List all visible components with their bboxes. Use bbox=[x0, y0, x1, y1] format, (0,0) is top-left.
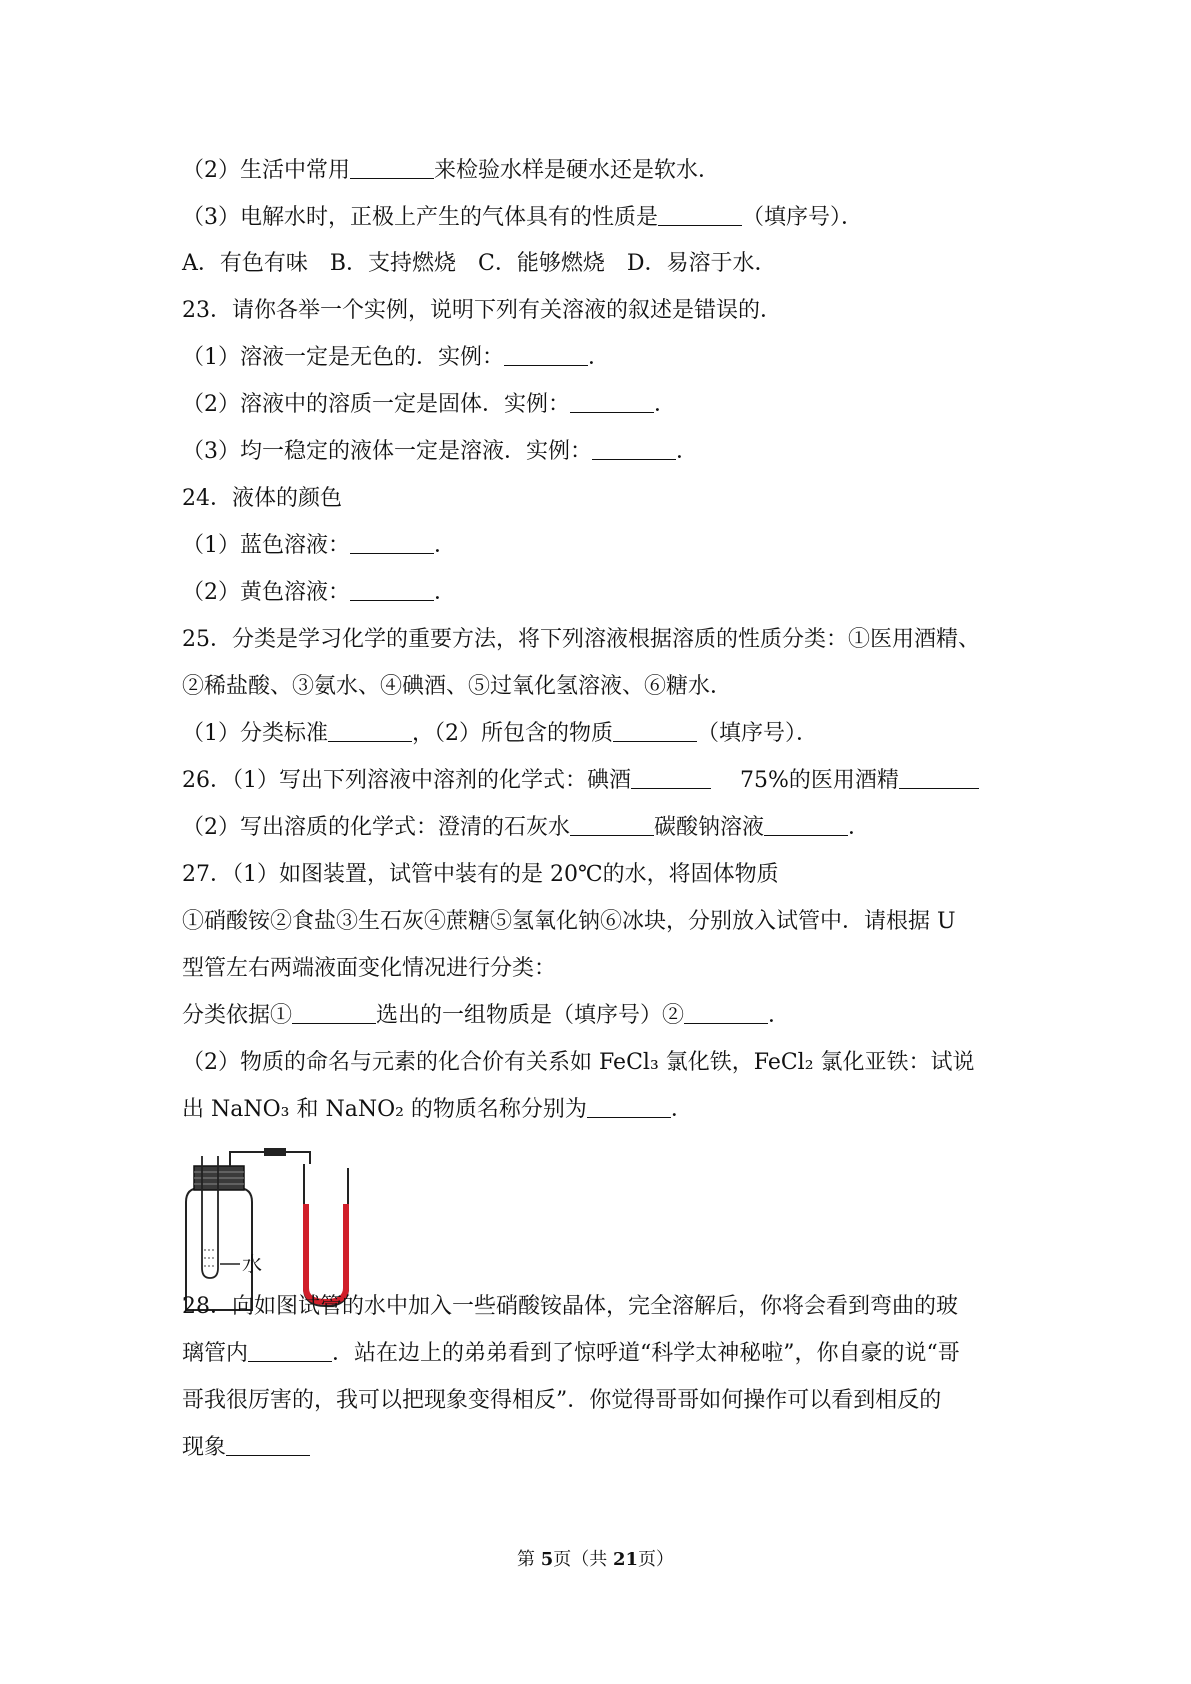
text: 碳酸钠溶液 bbox=[654, 815, 765, 840]
text: 哥我很厉害的，我可以把现象变得相反”．你觉得哥哥如何操作可以看到相反的 bbox=[182, 1388, 942, 1413]
q27-items bbox=[182, 907, 1022, 937]
text: 75%的医用酒精 bbox=[711, 768, 899, 793]
q22-line-2 bbox=[182, 156, 1022, 186]
text: （3）电解水时，正极上产生的气体具有的性质是 bbox=[182, 205, 658, 230]
q25-items bbox=[182, 672, 1022, 702]
text: ． bbox=[654, 392, 677, 417]
q24-2 bbox=[182, 578, 1022, 608]
text: 23．请你各举一个实例，说明下列有关溶液的叙述是错误的． bbox=[182, 298, 782, 323]
text: 选出的一组物质是（填序号）② bbox=[376, 1003, 685, 1028]
text: 现象 bbox=[182, 1435, 227, 1460]
red-liquid bbox=[306, 1204, 346, 1302]
q27-2b bbox=[182, 1095, 1022, 1125]
text: 出 NaNO₃ 和 NaNO₂ 的物质名称分别为 bbox=[182, 1097, 587, 1122]
q23-title bbox=[182, 296, 1022, 326]
answer-blank[interactable] bbox=[658, 205, 742, 226]
q23-2 bbox=[182, 390, 1022, 420]
q28-4 bbox=[182, 1433, 1022, 1463]
text: ，（2）所包含的物质 bbox=[412, 721, 613, 746]
u-tube bbox=[304, 1164, 348, 1306]
text: ． bbox=[434, 533, 457, 558]
q24-1 bbox=[182, 531, 1022, 561]
q27-1 bbox=[182, 1001, 1022, 1031]
text: ． bbox=[848, 815, 871, 840]
page-number: 5 bbox=[540, 1549, 554, 1570]
answer-blank[interactable] bbox=[350, 533, 434, 554]
q24-title bbox=[182, 484, 1022, 514]
answer-blank[interactable] bbox=[504, 345, 588, 366]
q26-1 bbox=[182, 766, 1022, 796]
text: （填序号）． bbox=[742, 205, 864, 230]
text: 璃管内 bbox=[182, 1341, 249, 1366]
page-footer bbox=[0, 1548, 1191, 1572]
answer-blank[interactable] bbox=[587, 1097, 671, 1118]
answer-blank[interactable] bbox=[570, 815, 654, 836]
text: 分类依据① bbox=[182, 1003, 293, 1028]
answer-blank[interactable] bbox=[592, 439, 676, 460]
text: ． bbox=[588, 345, 611, 370]
text: （1）蓝色溶液： bbox=[182, 533, 350, 558]
q23-1 bbox=[182, 343, 1022, 373]
answer-blank[interactable] bbox=[613, 721, 697, 742]
q25-title bbox=[182, 625, 1022, 655]
text: ． bbox=[670, 1097, 693, 1122]
q28-3 bbox=[182, 1386, 1022, 1416]
answer-blank[interactable] bbox=[899, 768, 979, 789]
answer-blank[interactable] bbox=[631, 768, 711, 789]
answer-blank[interactable] bbox=[350, 580, 434, 601]
text: （2）黄色溶液： bbox=[182, 580, 350, 605]
text: 26．（1）写出下列溶液中溶剂的化学式：碘酒 bbox=[182, 768, 631, 793]
text: （3）均一稳定的液体一定是溶液．实例： bbox=[182, 439, 592, 464]
answer-blank[interactable] bbox=[350, 158, 434, 179]
answer-blank[interactable] bbox=[684, 1003, 768, 1024]
text: ． bbox=[768, 1003, 791, 1028]
text: 型管左右两端液面变化情况进行分类： bbox=[182, 956, 557, 981]
q27-2 bbox=[182, 1048, 1022, 1078]
q23-3 bbox=[182, 437, 1022, 467]
footer-text: 第 bbox=[516, 1549, 541, 1570]
q28-title bbox=[182, 1292, 1022, 1322]
text: ． bbox=[434, 580, 457, 605]
text: （2）物质的命名与元素的化合价有关系如 FeCl₃ 氯化铁，FeCl₂ 氯化亚铁：试说 bbox=[182, 1050, 975, 1075]
q26-2 bbox=[182, 813, 1022, 843]
answer-blank[interactable] bbox=[248, 1341, 332, 1362]
text: A．有色有味 B．支持燃烧 C．能够燃烧 D．易溶于水． bbox=[182, 251, 777, 276]
footer-text: 页（共 bbox=[553, 1549, 613, 1570]
answer-blank[interactable] bbox=[764, 815, 848, 836]
footer-text: 页） bbox=[638, 1549, 675, 1570]
text: 来检验水样是硬水还是软水． bbox=[434, 158, 721, 183]
text: 24．液体的颜色 bbox=[182, 486, 342, 511]
answer-blank[interactable] bbox=[292, 1003, 376, 1024]
answer-blank[interactable] bbox=[328, 721, 412, 742]
q27-title bbox=[182, 860, 1022, 890]
answer-blank[interactable] bbox=[570, 392, 654, 413]
text: （1）分类标准 bbox=[182, 721, 328, 746]
text: ②稀盐酸、③氨水、④碘酒、⑤过氧化氢溶液、⑥糖水． bbox=[182, 674, 733, 699]
water-label: 水 bbox=[242, 1252, 262, 1276]
text: 28．向如图试管的水中加入一些硝酸铵晶体，完全溶解后，你将会看到弯曲的玻 bbox=[182, 1294, 958, 1319]
q25-1 bbox=[182, 719, 1022, 749]
text: 27．（1）如图装置，试管中装有的是 20℃的水，将固体物质 bbox=[182, 862, 779, 887]
text: 25．分类是学习化学的重要方法，将下列溶液根据溶质的性质分类：①医用酒精、 bbox=[182, 627, 980, 652]
q27-instr bbox=[182, 954, 1022, 984]
rubber-joint bbox=[264, 1148, 286, 1156]
text: （2）写出溶质的化学式：澄清的石灰水 bbox=[182, 815, 570, 840]
q22-line-3 bbox=[182, 203, 1022, 233]
text: ． bbox=[676, 439, 699, 464]
answer-blank[interactable] bbox=[226, 1435, 310, 1456]
text: （2）溶液中的溶质一定是固体．实例： bbox=[182, 392, 570, 417]
text: ．站在边上的弟弟看到了惊呼道“科学太神秘啦”，你自豪的说“哥 bbox=[332, 1341, 960, 1366]
text: （2）生活中常用 bbox=[182, 158, 350, 183]
text: （1）溶液一定是无色的．实例： bbox=[182, 345, 504, 370]
q22-options bbox=[182, 249, 1022, 279]
total-pages: 21 bbox=[612, 1549, 639, 1570]
q28-2 bbox=[182, 1339, 1022, 1369]
text: ①硝酸铵②食盐③生石灰④蔗糖⑤氢氧化钠⑥冰块，分别放入试管中．请根据 U bbox=[182, 909, 956, 934]
text: （填序号）． bbox=[697, 721, 819, 746]
